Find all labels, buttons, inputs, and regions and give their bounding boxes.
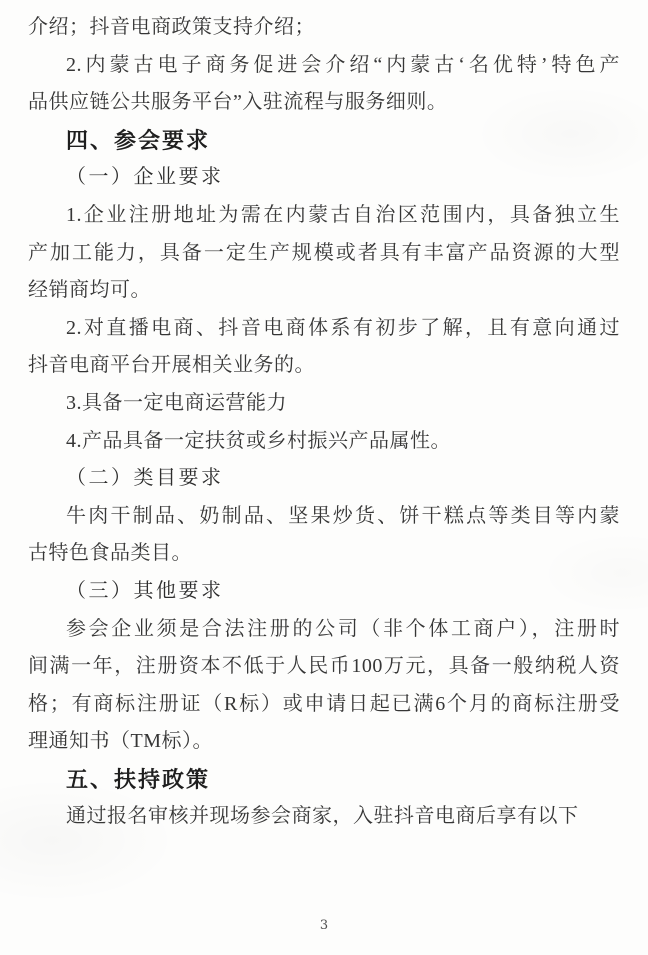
paragraph-line: 古特色食品类目。 xyxy=(28,542,192,565)
page-number: 3 xyxy=(319,918,329,933)
paragraph-line: 1.企业注册地址为需在内蒙古自治区范围内，具备独立生 xyxy=(66,203,620,226)
paragraph-line: 参会企业须是合法注册的公司（非个体工商户），注册时 xyxy=(66,617,620,640)
paragraph-line: 间满一年，注册资本不低于人民币100万元，具备一般纳税人资 xyxy=(28,655,620,678)
paragraph-line: 4.产品具备一定扶贫或乡村振兴产品属性。 xyxy=(66,429,451,452)
paragraph-line: 3.具备一定电商运营能力 xyxy=(66,391,287,414)
paragraph-line: 格；有商标注册证（R标）或申请日起已满6个月的商标注册受 xyxy=(28,692,620,715)
paragraph-line: 介绍；抖音电商政策支持介绍； xyxy=(28,16,315,38)
subsection-heading-enterprise-requirements: （一）企业要求 xyxy=(66,166,224,189)
section-heading-participation-requirements: 四、参会要求 xyxy=(66,127,211,153)
document-body xyxy=(28,9,620,836)
paragraph-line: 牛肉干制品、奶制品、坚果炒货、饼干糕点等类目等内蒙 xyxy=(66,504,620,527)
paragraph-line: 理通知书（TM标）。 xyxy=(28,730,213,753)
paragraph-line: 2.对直播电商、抖音电商体系有初步了解，且有意向通过 xyxy=(66,316,620,339)
paragraph-line: 2.内蒙古电子商务促进会介绍“内蒙古‘名优特’特色产 xyxy=(66,53,620,76)
subsection-heading-other-requirements: （三）其他要求 xyxy=(66,579,224,602)
section-heading-support-policies: 五、扶持政策 xyxy=(66,766,211,792)
subsection-heading-category-requirements: （二）类目要求 xyxy=(66,467,224,490)
paragraph-line: 产加工能力，具备一定生产规模或者具有丰富产品资源的大型 xyxy=(28,241,620,264)
paragraph-line: 抖音电商平台开展相关业务的。 xyxy=(28,354,315,377)
paragraph-line: 通过报名审核并现场参会商家，入驻抖音电商后享有以下 xyxy=(66,805,579,828)
paragraph-line: 品供应链公共服务平台”入驻流程与服务细则。 xyxy=(28,91,448,114)
paragraph-line: 经销商均可。 xyxy=(28,279,151,302)
